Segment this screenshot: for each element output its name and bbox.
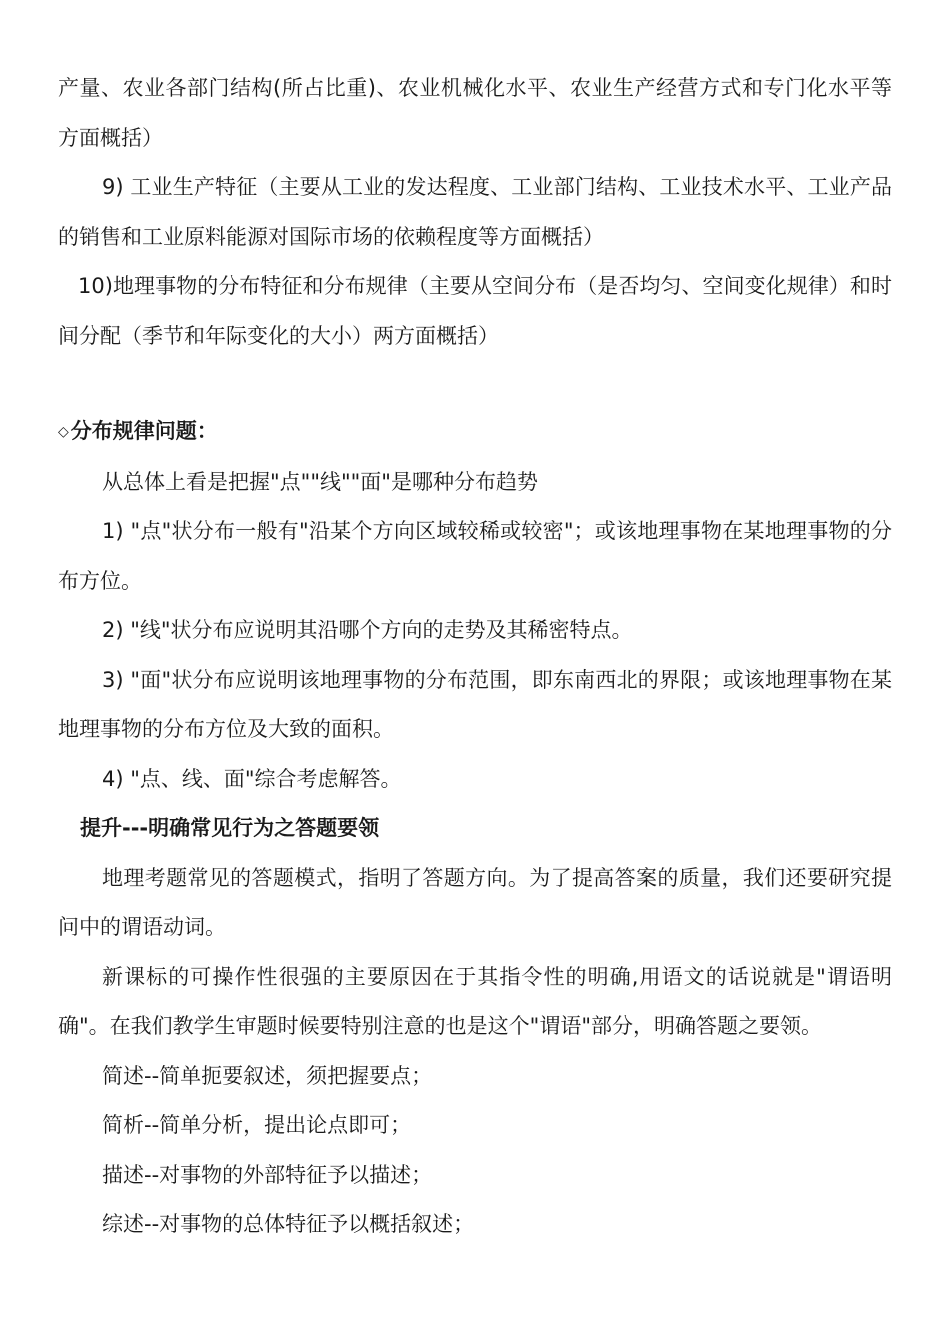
term-brief-analysis: 简析--简单分析，提出论点即可； bbox=[102, 1113, 412, 1137]
list-item-line: 2) "线"状分布应说明其沿哪个方向的走势及其稀密特点。 bbox=[102, 618, 633, 642]
paragraph-agriculture-continued: 产量、农业各部门结构(所占比重)、农业机械化水平、农业生产经营方式和专门化水平等方面概括） bbox=[58, 76, 892, 150]
paragraph-distribution-features: 10)地理事物的分布特征和分布规律（主要从空间分布（是否均匀、空间变化规律）和时间分配（季节和年际变化的大小）两方面概括） bbox=[58, 274, 892, 348]
list-item-area: 3) "面"状分布应说明该地理事物的分布范围，即东南西北的界限；或该地理事物在某地理事物的分布方位及大致的面积。 bbox=[58, 667, 892, 741]
paragraph-predicate-verb: 新课标的可操作性很强的主要原因在于其指令性的明确,用语文的话说就是"谓语明确"。在我们教学生审题时候要特别注意的也是这个"谓语"部分，明确答题之要领。 bbox=[58, 964, 892, 1038]
section-intro: 从总体上看是把握"点""线""面"是哪种分布趋势 bbox=[102, 469, 538, 494]
diamond-bullet-icon: ◇ bbox=[58, 424, 69, 440]
term-describe: 描述--对事物的外部特征予以描述； bbox=[102, 1162, 433, 1187]
term-summarize: 综述--对事物的总体特征予以概括叙述； bbox=[102, 1212, 475, 1236]
section-title: 分布规律问题： bbox=[70, 419, 218, 443]
term-brief-description: 简述--简单扼要叙述，须把握要点； bbox=[102, 1063, 433, 1088]
spacer bbox=[58, 361, 892, 407]
list-item-point: 1) "点"状分布一般有"沿某个方向区域较稀或较密"；或该地理事物在某地理事物的分布方位。 bbox=[58, 519, 892, 593]
paragraph-answer-pattern: 地理考题常见的答题模式，指明了答题方向。为了提高答案的质量，我们还要研究提问中的谓语动词。 bbox=[58, 865, 892, 939]
section-heading-improve: 提升---明确常见行为之答题要领 bbox=[80, 816, 380, 840]
section-heading-distribution bbox=[58, 407, 892, 458]
list-item-combined: 4) "点、线、面"综合考虑解答。 bbox=[102, 766, 402, 791]
paragraph-industry-features: 9) 工业生产特征（主要从工业的发达程度、工业部门结构、工业技术水平、工业产品的销售和工业原料能源对国际市场的依赖程度等方面概括） bbox=[58, 175, 892, 249]
